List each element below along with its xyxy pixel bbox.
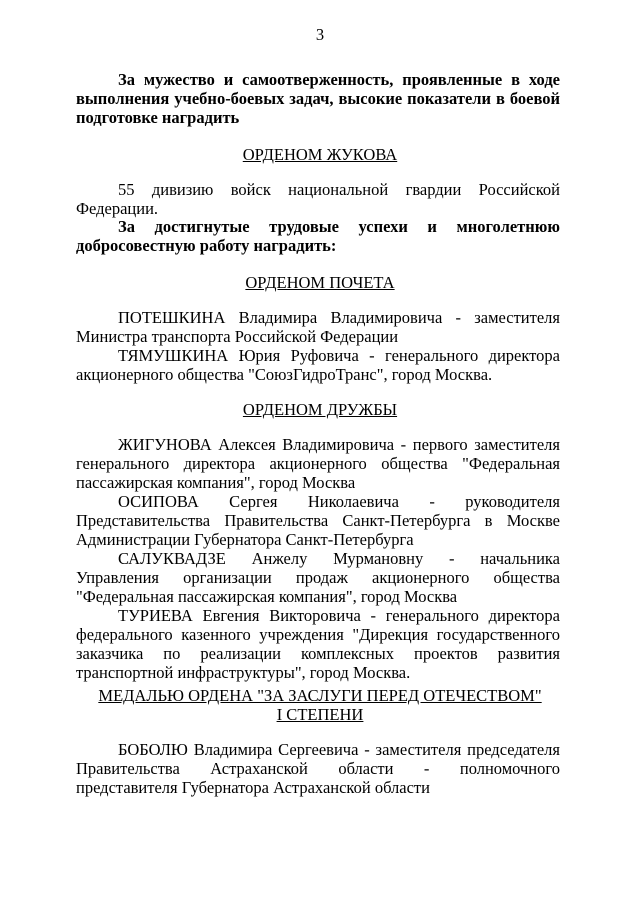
recipient-entry: ТУРИЕВА Евгения Викторовича - генерального директора федерального казенного учреждения "Дирекция государственного заказчика по реализации комплексных проектов развития транспортной инфраструктуры", город Москва. <box>76 606 560 682</box>
award-title: ОРДЕНОМ ЖУКОВА <box>242 145 398 164</box>
award-title-line1: МЕДАЛЬЮ ОРДЕНА "ЗА ЗАСЛУГИ ПЕРЕД ОТЕЧЕСТВОМ" <box>98 686 542 705</box>
section1-intro: За мужество и самоотверженность, проявленные в ходе выполнения учебно-боевых задач, высокие показатели в боевой подготовке наградить <box>76 70 560 127</box>
section2-intro: За достигнутые трудовые успехи и многолетнюю добросовестную работу наградить: <box>76 217 560 255</box>
recipient-entry: САЛУКВАДЗЕ Анжелу Мурмановну - начальника Управления организации продаж акционерного общества "Федеральная пассажирская компания", город Москва <box>76 549 560 606</box>
award-heading-druzhby <box>0 400 640 419</box>
award-recipients-list <box>76 740 560 797</box>
recipient-entry: ЖИГУНОВА Алексея Владимировича - первого заместителя генерального директора акционерного общества "Федеральная пассажирская компания", город Москва <box>76 435 560 492</box>
award-heading-medal <box>0 686 640 724</box>
award-heading-pocheta <box>0 273 640 292</box>
recipient-entry: ОСИПОВА Сергея Николаевича - руководителя Представительства Правительства Санкт-Петербурга в Москве Администрации Губернатора Санкт-Петербурга <box>76 492 560 549</box>
award-title-line2: I СТЕПЕНИ <box>276 705 364 724</box>
award-title: ОРДЕНОМ ПОЧЕТА <box>245 273 395 292</box>
award-recipients-list <box>76 308 560 384</box>
award-heading-zhukov <box>0 145 640 164</box>
recipient-entry: ТЯМУШКИНА Юрия Руфовича - генерального директора акционерного общества "СоюзГидроТранс", город Москва. <box>76 346 560 384</box>
recipient-entry: ПОТЕШКИНА Владимира Владимировича - заместителя Министра транспорта Российской Федерации <box>76 308 560 346</box>
award-title: ОРДЕНОМ ДРУЖБЫ <box>242 400 398 419</box>
recipient-entry: 55 дивизию войск национальной гвардии Российской Федерации. <box>76 180 560 218</box>
recipient-entry: БОБОЛЮ Владимира Сергеевича - заместителя председателя Правительства Астраханской области - полномочного представителя Губернатора Астраханской области <box>76 740 560 797</box>
award-recipients-list <box>76 435 560 682</box>
page-number: 3 <box>315 25 325 44</box>
